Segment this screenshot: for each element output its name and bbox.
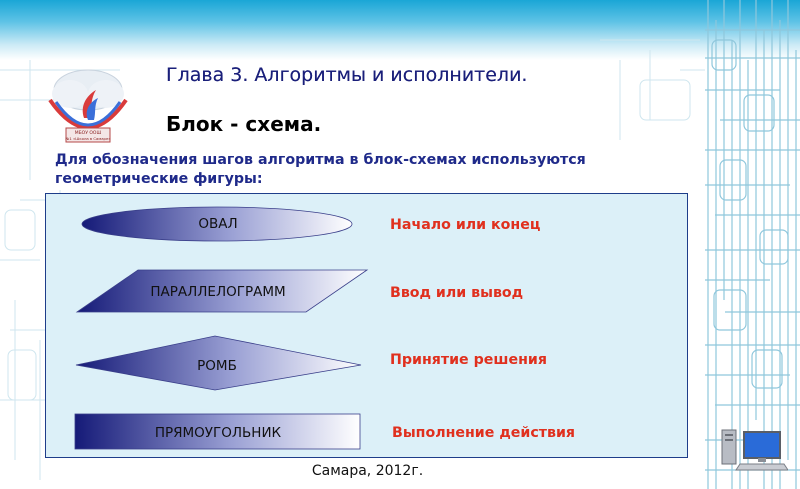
computer-icon (718, 424, 788, 474)
rectangle-label: ПРЯМОУГОЛЬНИК (154, 425, 282, 441)
parallelogram-meaning: Ввод или вывод (390, 285, 524, 301)
footer-text: Самара, 2012г. (311, 463, 424, 479)
parallelogram-label: ПАРАЛЛЕЛОГРАММ (150, 284, 286, 300)
rhombus-meaning: Принятие решения (390, 352, 547, 368)
intro-text: Для обозначения шагов алгоритма в блок-схемах используются геометрические фигуры: (55, 152, 586, 187)
chapter-title: Глава 3. Алгоритмы и исполнители. (166, 64, 528, 86)
logo-caption-line1: МБОУ ООШ (74, 131, 102, 136)
logo-caption-line2: №1 «Школа в Самаре» (65, 136, 111, 141)
rectangle-meaning: Выполнение действия (392, 425, 575, 441)
school-cloud-logo (40, 60, 136, 152)
oval-label: ОВАЛ (198, 216, 238, 232)
rhombus-label: РОМБ (197, 358, 237, 374)
oval-meaning: Начало или конец (390, 217, 541, 233)
shapes-illustration (45, 193, 688, 458)
section-title: Блок - схема. (166, 112, 322, 136)
